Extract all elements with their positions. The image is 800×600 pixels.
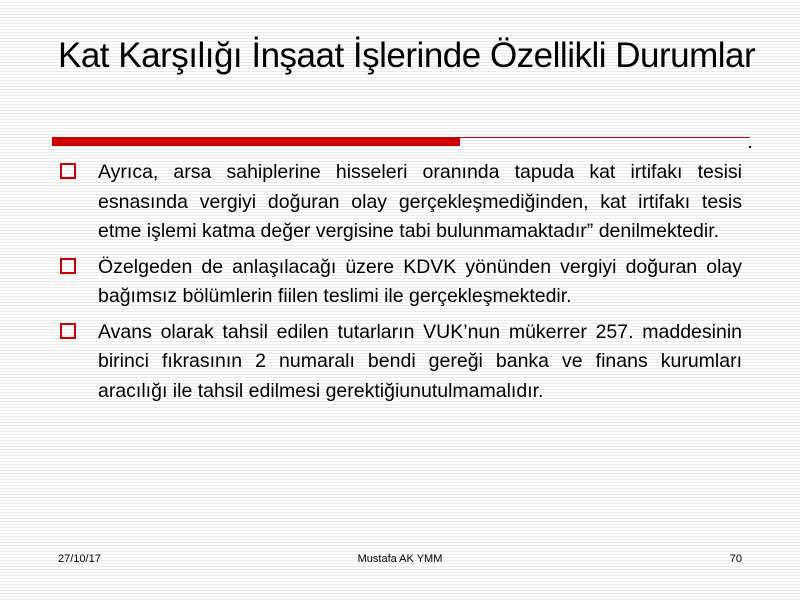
- bullet-text: Avans olarak tahsil edilen tutarların VUK’nun mükerrer 257. maddesinin birinci fıkrasının 2 numaralı bendi gereği banka ve finans kurumları aracılığı ile tahsil edilmesi gerektiğiunutulmamalıdır.: [98, 320, 742, 402]
- hollow-square-icon: [60, 258, 76, 274]
- hollow-square-icon: [60, 323, 76, 339]
- list-item: [60, 318, 742, 407]
- bullet-list: [60, 158, 742, 412]
- title-divider: [52, 135, 752, 149]
- bullet-text: Ayrıca, arsa sahiplerine hisseleri oranında tapuda kat irtifakı tesisi esnasında vergiyi doğuran olay gerçekleşmediğinden, kat irtifakı tesis etme işlemi katma değer vergisine tabi bulunmamaktadır” denilmektedir.: [98, 161, 742, 242]
- list-item: [60, 253, 742, 312]
- title-divider-dot: [749, 146, 751, 148]
- footer-author: Mustafa AK YMM: [357, 553, 443, 565]
- footer-date: 27/10/17: [58, 553, 101, 565]
- hollow-square-icon: [60, 163, 76, 179]
- bullet-text: Özelgeden de anlaşılacağı üzere KDVK yönünden vergiyi doğuran olay bağımsız bölümlerin fiilen teslimi ile gerçekleşmektedir.: [98, 255, 742, 307]
- slide-title: Kat Karşılığı İnşaat İşlerinde Özellikli Durumlar: [58, 36, 756, 75]
- list-item: [60, 158, 742, 247]
- footer-page-number: 70: [729, 553, 742, 565]
- title-divider-bar: [52, 138, 460, 146]
